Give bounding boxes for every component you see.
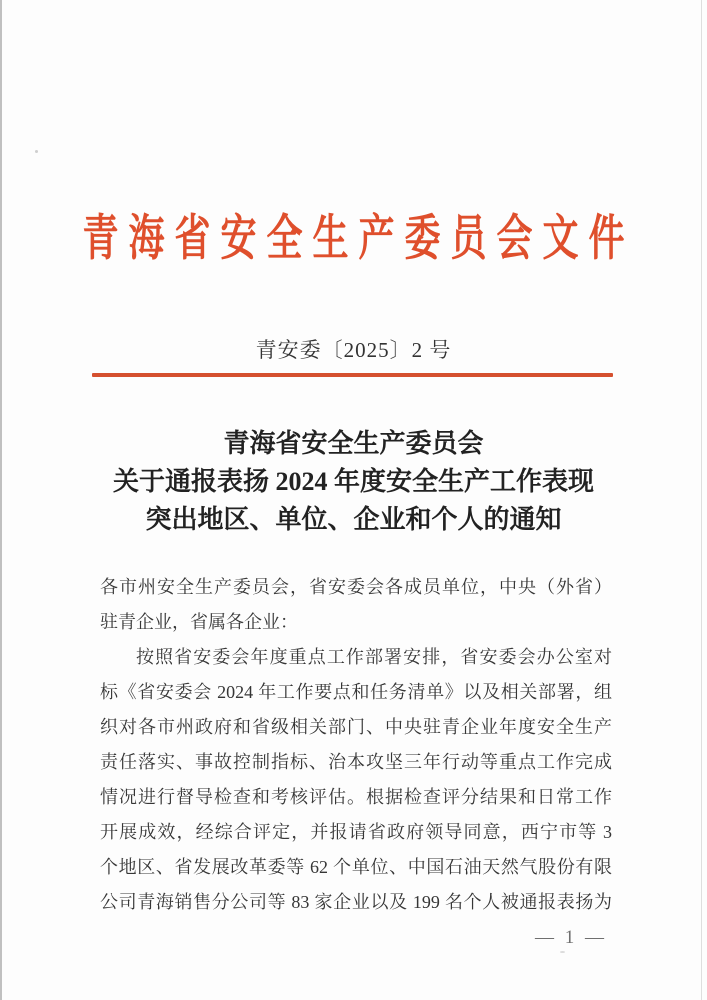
red-divider-line xyxy=(92,373,613,377)
scan-left-edge xyxy=(0,0,2,1000)
body-line-paragraph-2: 标《省安委会 2024 年工作要点和任务清单》以及相关部署，组 xyxy=(100,682,612,702)
body-line-salutation-2: 驻青企业，省属各企业： xyxy=(100,612,298,632)
page-number: — 1 — xyxy=(535,927,607,948)
body-line-paragraph-6: 开展成效，经综合评定，并报请省政府领导同意，西宁市等 3 xyxy=(100,822,612,842)
scan-right-edge xyxy=(701,0,702,1000)
body-line-paragraph-3: 织对各市州政府和省级相关部门、中央驻青企业年度安全生产 xyxy=(100,717,612,737)
body-line-paragraph-5: 情况进行督导检查和考核评估。根据检查评分结果和日常工作 xyxy=(100,787,612,807)
document-header-title: 青海省安全生产委员会文件 xyxy=(82,211,635,266)
document-title-line-1: 青海省安全生产委员会 xyxy=(223,429,484,458)
document-title-line-3: 突出地区、单位、企业和个人的通知 xyxy=(145,505,562,534)
document-title xyxy=(40,425,667,539)
body-line-salutation-1: 各市州安全生产委员会，省安委会各成员单位，中央（外省） xyxy=(100,577,612,597)
body-line-paragraph-1: 按照省安委会年度重点工作部署安排，省安委会办公室对 xyxy=(136,647,612,667)
body-line-paragraph-7: 个地区、省发展改革委等 62 个单位、中国石油天然气股份有限 xyxy=(100,857,612,877)
scan-speck xyxy=(560,951,565,953)
document-number: 青安委〔2025〕2 号 xyxy=(255,338,452,362)
document-body xyxy=(100,570,612,920)
body-line-paragraph-4: 责任落实、事故控制指标、治本攻坚三年行动等重点工作完成 xyxy=(100,752,612,772)
scan-speck xyxy=(35,150,38,153)
body-line-paragraph-8: 公司青海销售分公司等 83 家企业以及 199 名个人被通报表扬为 xyxy=(100,892,612,912)
document-title-line-2: 关于通报表扬 2024 年度安全生产工作表现 xyxy=(112,467,594,496)
